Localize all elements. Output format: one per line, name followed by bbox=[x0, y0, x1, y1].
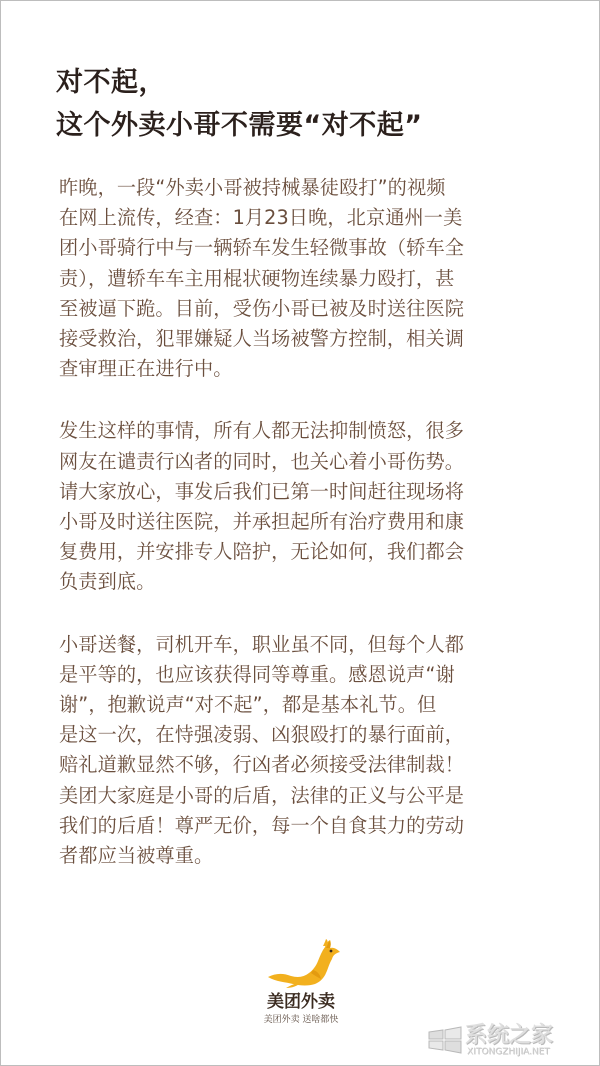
brand-name: 美团外卖 bbox=[267, 992, 335, 1012]
brand-logo bbox=[250, 938, 352, 1032]
text-line: 责），遭轿车车主用棍状硬物连续暴力殴打，甚 bbox=[59, 266, 455, 290]
article-body bbox=[59, 173, 549, 903]
text-line: 小哥送餐，司机开车，职业虽不同，但每个人都 bbox=[59, 632, 465, 656]
watermark-text: 系统之家 bbox=[465, 1023, 554, 1048]
text-line: 美团大家庭是小哥的后盾，法律的正义与公平是 bbox=[59, 783, 465, 807]
text-line: 在网上流传，经查：1月23日晚，北京通州一美 bbox=[59, 206, 463, 230]
watermark bbox=[427, 1019, 591, 1059]
text-line: 我们的后盾！尊严无价，每一个自食其力的劳动 bbox=[59, 813, 465, 837]
text-line: 是平等的，也应该获得同等尊重。感恩说声“谢 bbox=[59, 662, 455, 686]
text-line: 接受救治，犯罪嫌疑人当场被警方控制，相关调 bbox=[59, 327, 465, 351]
title-line-1: 对不起， bbox=[56, 67, 166, 98]
text-line: 请大家放心，事发后我们已第一时间赶往现场将 bbox=[59, 479, 465, 503]
text-line: 是这一次，在恃强凌弱、凶狠殴打的暴行面前， bbox=[59, 723, 465, 747]
text-line: 负责到底。 bbox=[59, 570, 156, 594]
paragraph-2 bbox=[59, 416, 549, 597]
text-line: 赔礼道歉显然不够，行凶者必须接受法律制裁！ bbox=[59, 753, 465, 777]
text-line: 复费用，并安排专人陪护，无论如何，我们都会 bbox=[59, 540, 465, 564]
text-line: 者都应当被尊重。 bbox=[59, 844, 214, 868]
page-title bbox=[56, 61, 556, 147]
text-line: 谢”，抱歉说声“对不起”，都是基本礼节。但 bbox=[59, 693, 437, 717]
watermark-url: XITONGZHIJIA.NET bbox=[467, 1047, 550, 1057]
windows-logo-icon bbox=[427, 1025, 463, 1055]
kangaroo-icon bbox=[258, 938, 344, 990]
text-line: 小哥及时送往医院，并承担起所有治疗费用和康 bbox=[59, 510, 465, 534]
text-line: 查审理正在进行中。 bbox=[59, 357, 233, 381]
text-line: 至被逼下跪。目前，受伤小哥已被及时送往医院 bbox=[59, 296, 465, 320]
text-line: 昨晚，一段“外卖小哥被持械暴徒殴打”的视频 bbox=[59, 176, 446, 199]
brand-slogan: 美团外卖 送啥都快 bbox=[263, 1015, 339, 1025]
text-line: 网友在谴责行凶者的同时，也关心着小哥伤势。 bbox=[59, 449, 465, 473]
title-line-2: 这个外卖小哥不需要“对不起” bbox=[56, 110, 423, 141]
paragraph-1 bbox=[59, 173, 549, 384]
text-line: 发生这样的事情，所有人都无法抑制愤怒，很多 bbox=[59, 419, 465, 443]
text-line: 团小哥骑行中与一辆轿车发生轻微事故（轿车全 bbox=[59, 236, 465, 260]
paragraph-3 bbox=[59, 630, 549, 872]
